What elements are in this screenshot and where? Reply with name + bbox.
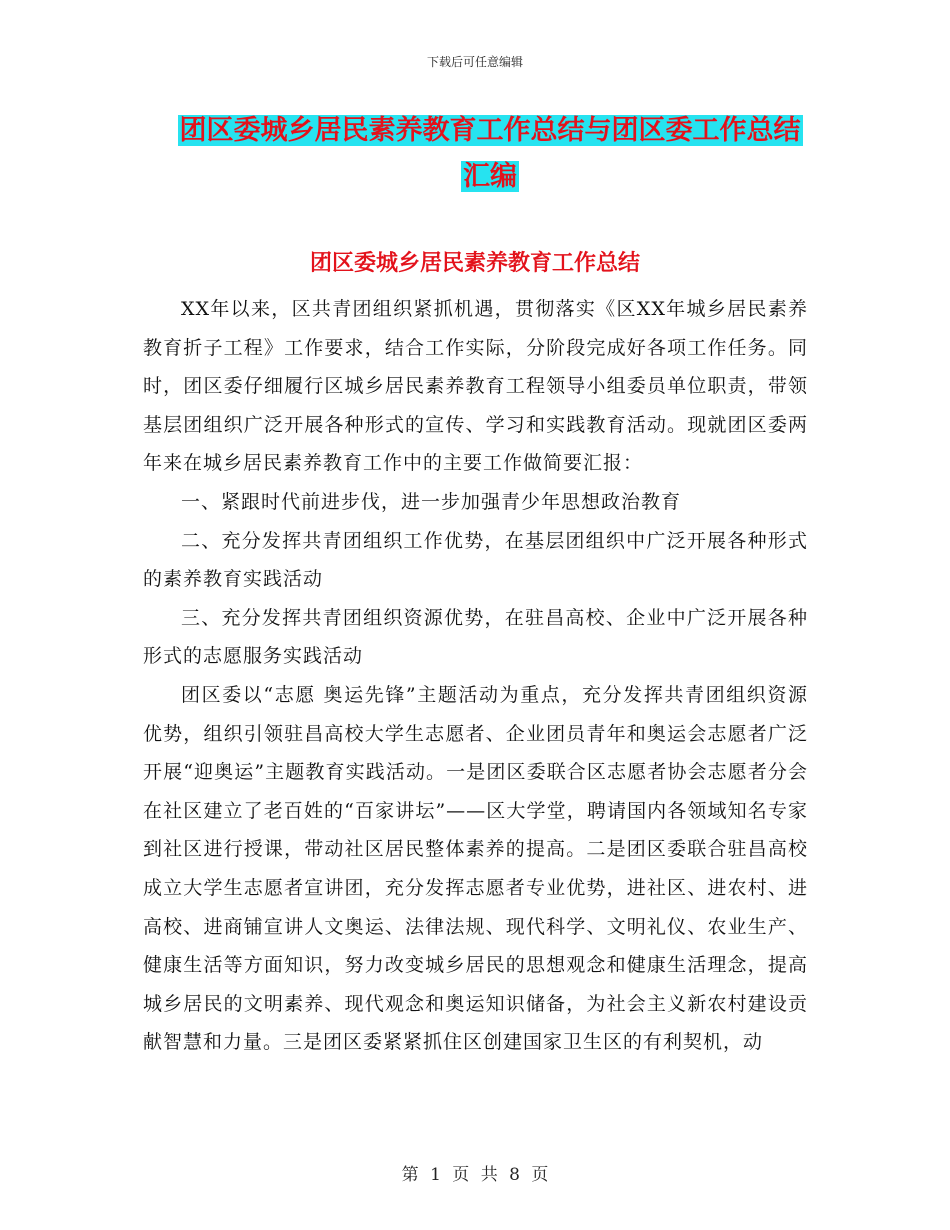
document-title xyxy=(150,108,830,200)
paragraph-intro: XX年以来，区共青团组织紧抓机遇，贯彻落实《区XX年城乡居民素养教育折子工程》工作要求，结合工作实际，分阶段完成好各项工作任务。同时，团区委仔细履行区城乡居民素养教育工程领导小组委员单位职责，带领基层团组织广泛开展各种形式的宣传、学习和实践教育活动。现就团区委两年来在城乡居民素养教育工作中的主要工作做简要汇报： xyxy=(143,298,808,475)
paragraph-point-3: 三、充分发挥共青团组织资源优势，在驻昌高校、企业中广泛开展各种形式的志愿服务实践活动 xyxy=(143,606,808,668)
paragraph-detail: 团区委以“志愿 奥运先锋”主题活动为重点，充分发挥共青团组织资源优势，组织引领驻昌高校大学生志愿者、企业团员青年和奥运会志愿者广泛开展“迎奥运”主题教育实践活动。一是团区委联合区志愿者协会志愿者分会在社区建立了老百姓的“百家讲坛”——区大学堂，聘请国内各领域知名专家到社区进行授课，带动社区居民整体素养的提高。二是团区委联合驻昌高校成立大学生志愿者宣讲团，充分发挥志愿者专业优势，进社区、进农村、进高校、进商铺宣讲人文奥运、法律法规、现代科学、文明礼仪、农业生产、健康生活等方面知识，努力改变城乡居民的思想观念和健康生活理念，提高城乡居民的文明素养、现代观念和奥运知识储备，为社会主义新农村建设贡献智慧和力量。三是团区委紧紧抓住区创建国家卫生区的有利契机，动 xyxy=(143,683,808,1054)
document-title-line-2: 汇编 xyxy=(463,161,517,192)
header-note: 下载后可任意编辑 xyxy=(426,55,523,69)
document-title-line-1: 团区委城乡居民素养教育工作总结与团区委工作总结 xyxy=(179,115,801,146)
page-footer: 第 1 页 共 8 页 xyxy=(401,1165,549,1185)
document-body xyxy=(143,290,808,1062)
section-title: 团区委城乡居民素养教育工作总结 xyxy=(309,251,640,276)
paragraph-point-2: 二、充分发挥共青团组织工作优势，在基层团组织中广泛开展各种形式的素养教育实践活动 xyxy=(143,529,808,591)
paragraph-point-1: 一、紧跟时代前进步伐，进一步加强青少年思想政治教育 xyxy=(181,490,682,513)
